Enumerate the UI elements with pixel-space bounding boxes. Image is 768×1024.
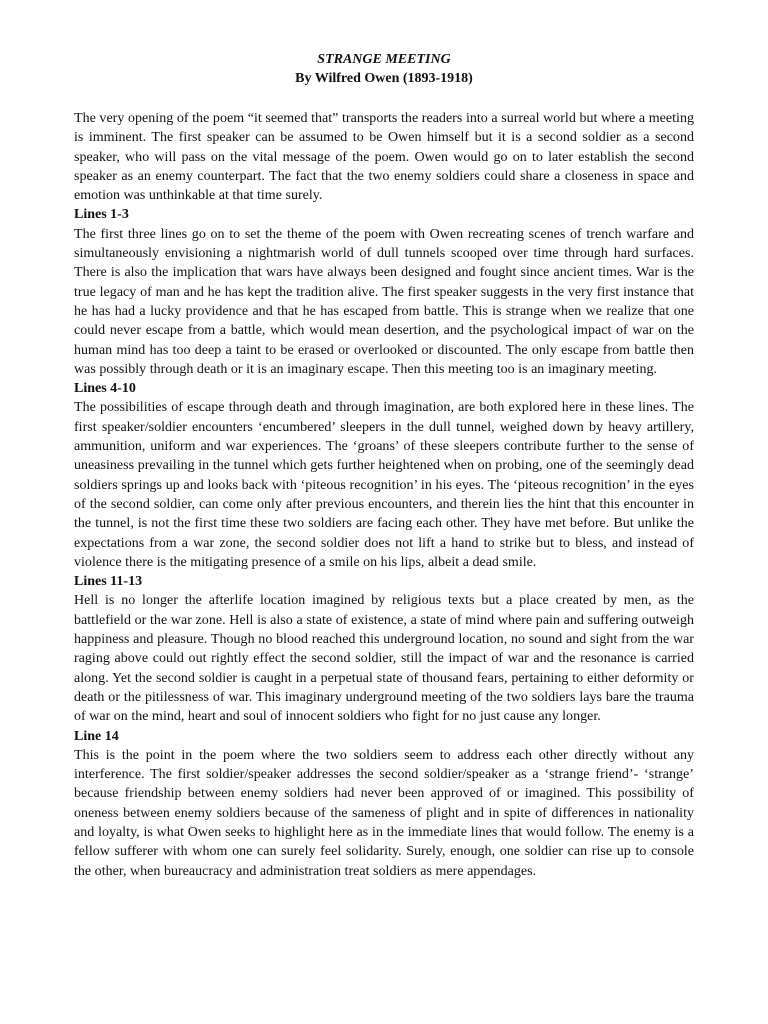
poem-title: STRANGE MEETING (317, 52, 451, 67)
section-text-line-14: This is the point in the poem where the two soldiers seem to address each other directly without any interference. The first soldier/speaker addresses the second soldier/speaker as a ‘strange friend’- ‘strange’ because friendship between enemy soldiers had never been approved of or imagined. This possibility of oneness between enemy soldiers because of the sameness of plight and in spite of differences in nationality and loyalty, is what Owen seeks to highlight here as in the immediate lines that would follow. The enemy is a fellow sufferer with whom one can surely feel solidarity. Surely, enough, one soldier can rise up to console the other, when bureaucracy and administration treat soldiers as mere appendages. (74, 747, 694, 879)
section-heading-lines-11-13: Lines 11-13 (74, 574, 143, 590)
section-heading-lines-4-10: Lines 4-10 (74, 381, 136, 397)
section-heading-lines-1-3: Lines 1-3 (74, 207, 129, 223)
section-heading-line-14: Line 14 (74, 728, 119, 744)
section-text-lines-11-13: Hell is no longer the afterlife location imagined by religious texts but a place created by men, as the battlefield or the war zone. Hell is also a state of existence, a state of mind where pain and suffering outweigh happiness and pleasure. Though no blood reached this underground location, no sound and sight from the war raging above could out rightly effect the second soldier, still the impact of war and the resonance is carried along. Yet the second soldier is caught in a perpetual state of thousand fears, pertaining to either deformity or death or the pitilessness of war. This imaginary underground meeting of the two soldiers lays bare the trauma of war on the mind, heart and soul of innocent soldiers who fight for no just cause any longer. (74, 593, 694, 725)
intro-paragraph: The very opening of the poem “it seemed that” transports the readers into a surreal world but where a meeting is imminent. The first speaker can be assumed to be Owen himself but it is a second soldier as a second speaker, who will pass on the vital message of the poem. Owen would go on to later establish the second speaker as an enemy counterpart. The fact that the two enemy soldiers could share a closeness in space and emotion was unthinkable at that time surely. (74, 111, 694, 204)
section-text-lines-1-3: The first three lines go on to set the theme of the poem with Owen recreating scenes of trench warfare and simultaneously envisioning a nightmarish world of dull tunnels scooped over time through hard surfaces. There is also the implication that wars have always been designed and fought since ancient times. War is the true legacy of man and he has kept the tradition alive. The first speaker suggests in the very first instance that he has had a lucky providence and that he has escaped from battle. This is strange when we realize that one could never escape from a battle, which would mean desertion, and the psychological impact of war on the human mind has too deep a taint to be erased or overlooked or discounted. The only escape from battle then was possibly through death or it is an imaginary escape. Then this meeting too is an imaginary meeting. (74, 226, 694, 377)
poem-author: By Wilfred Owen (1893-1918) (295, 71, 473, 86)
document-page (74, 50, 694, 881)
section-text-lines-4-10: The possibilities of escape through death and through imagination, are both explored here in these lines. The first speaker/soldier encounters ‘encumbered’ sleepers in the dull tunnel, weighed down by heavy artillery, ammunition, uniform and war experiences. The ‘groans’ of these sleepers contribute further to the sense of uneasiness prevailing in the tunnel which gets further heightened when on probing, one of the seemingly dead soldiers springs up and looks back with ‘piteous recognition’ in his eyes. The ‘piteous recognition’ in the eyes of the second soldier, can come only after previous encounters, and therein lies the hint that this encounter in the tunnel, is not the first time these two soldiers are facing each other. They have met before. But unlike the expectations from a war zone, the second soldier does not lift a hand to strike but to bless, and instead of violence there is the mitigating presence of a smile on his lips, albeit a dead smile. (74, 400, 694, 570)
